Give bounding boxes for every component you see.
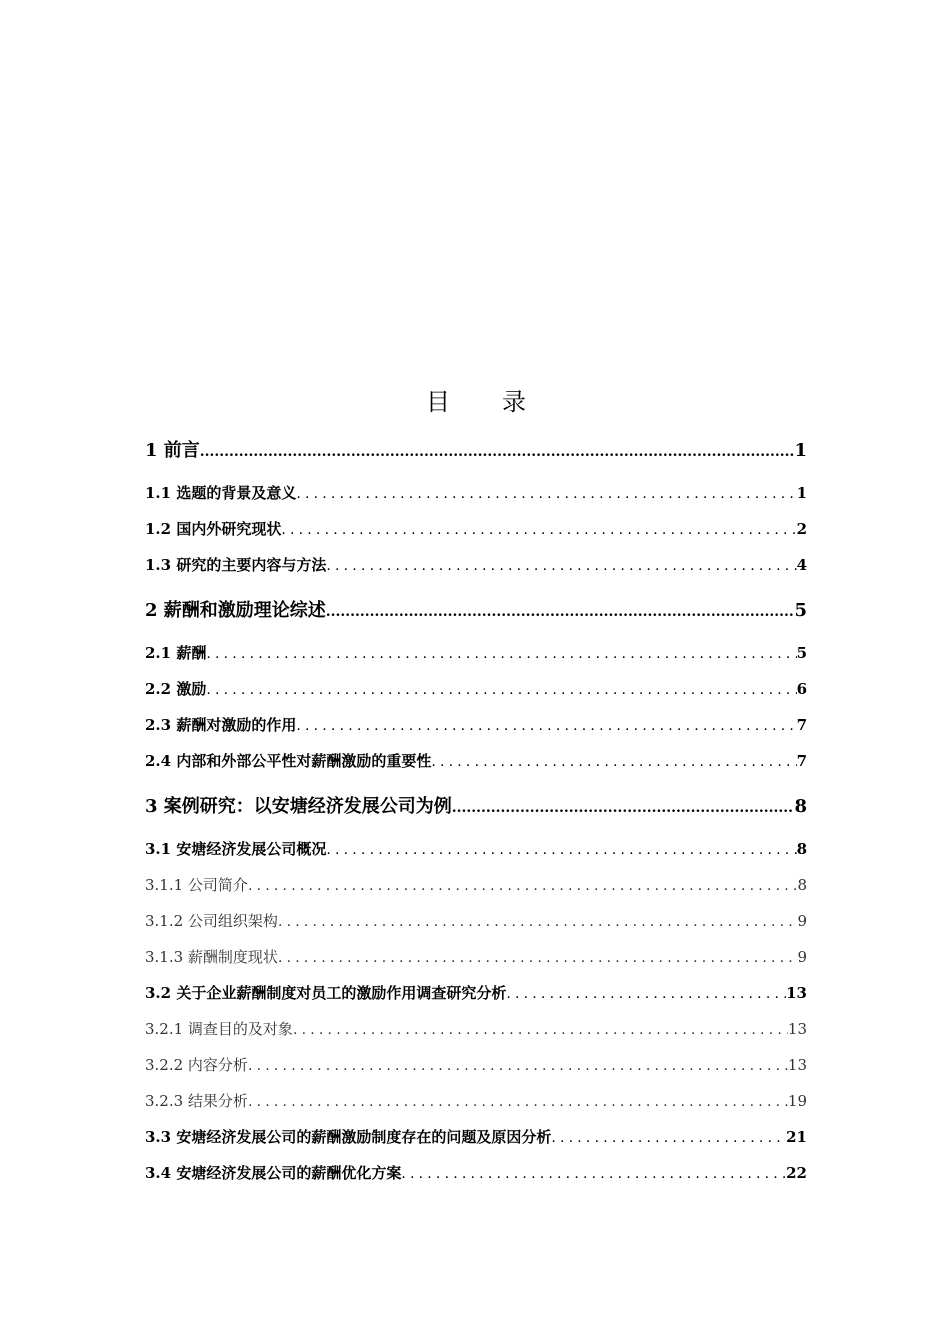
toc-entry[interactable] — [145, 635, 807, 671]
toc-entry-label: 3.1.2 公司组织架构 — [145, 912, 278, 930]
toc-entry-label: 3.2.2 内容分析 — [145, 1056, 248, 1074]
toc-entry-label: 1 前言 — [145, 440, 200, 461]
toc-entry[interactable] — [145, 743, 807, 779]
toc-entry[interactable] — [145, 939, 807, 975]
toc-entry-label: 1.1 选题的背景及意义 — [145, 484, 297, 502]
toc-entry-page: 9 — [797, 948, 807, 966]
toc-leader-dots — [248, 868, 798, 904]
toc-entry-label: 3.1.3 薪酬制度现状 — [145, 948, 278, 966]
toc-entry-page: 9 — [797, 912, 807, 930]
toc-leader-dots — [431, 744, 796, 780]
toc-leader-dots — [281, 512, 796, 548]
toc-leader-dots — [293, 1012, 788, 1048]
toc-entry[interactable] — [145, 1011, 807, 1047]
toc-entry-label: 3.4 安塘经济发展公司的薪酬优化方案 — [145, 1164, 402, 1182]
toc-leader-dots — [278, 904, 798, 940]
toc-entry-page: 1 — [794, 440, 807, 461]
toc-entry[interactable] — [145, 1119, 807, 1155]
toc-leader-dots — [248, 1084, 788, 1120]
toc-entry[interactable] — [145, 1047, 807, 1083]
toc-leader-dots — [401, 1156, 786, 1192]
toc-entry-page: 21 — [786, 1128, 807, 1146]
toc-entry-page: 19 — [787, 1092, 807, 1110]
toc-entry-label: 2.2 激励 — [145, 680, 207, 698]
toc-entry-page: 8 — [797, 876, 807, 894]
toc-entry[interactable] — [145, 511, 807, 547]
toc-entry-page: 13 — [787, 1056, 807, 1074]
toc-entry-page: 8 — [794, 796, 807, 817]
toc-entry-page: 7 — [796, 716, 807, 734]
toc-leader-dots — [326, 548, 796, 584]
toc-leader-dots — [206, 636, 796, 672]
toc-entry[interactable] — [145, 671, 807, 707]
toc-entry-label: 2 薪酬和激励理论综述 — [145, 600, 326, 621]
toc-entry-label: 3.1 安塘经济发展公司概况 — [145, 840, 327, 858]
toc-entry[interactable] — [145, 707, 807, 743]
toc-entry-page: 5 — [794, 600, 807, 621]
toc-leader-dots — [200, 434, 795, 470]
toc-entry[interactable] — [145, 1155, 807, 1191]
toc-entry-page: 2 — [796, 520, 807, 538]
toc-leader-dots — [248, 1048, 788, 1084]
table-of-contents — [145, 385, 807, 1191]
toc-entry-page: 5 — [796, 644, 807, 662]
toc-entry[interactable] — [145, 475, 807, 511]
toc-leader-dots — [326, 832, 796, 868]
toc-entry-page: 13 — [787, 1020, 807, 1038]
toc-entry-label: 3 案例研究：以安塘经济发展公司为例 — [145, 796, 452, 817]
toc-entry-page: 22 — [786, 1164, 807, 1182]
toc-entry-label: 3.2.3 结果分析 — [145, 1092, 248, 1110]
toc-entry-label: 3.1.1 公司简介 — [145, 876, 248, 894]
toc-leader-dots — [206, 672, 796, 708]
toc-entry-label: 3.2 关于企业薪酬制度对员工的激励作用调查研究分析 — [145, 984, 507, 1002]
toc-entry[interactable] — [145, 903, 807, 939]
toc-leader-dots — [551, 1120, 786, 1156]
toc-leader-dots — [278, 940, 798, 976]
toc-entry[interactable] — [145, 789, 807, 825]
toc-entry-page: 1 — [796, 484, 807, 502]
toc-entry-page: 6 — [796, 680, 807, 698]
toc-leader-dots — [296, 708, 796, 744]
toc-entry-page: 8 — [796, 840, 807, 858]
toc-entry[interactable] — [145, 593, 807, 629]
toc-entry-label: 1.2 国内外研究现状 — [145, 520, 282, 538]
toc-entry-label: 3.2.1 调查目的及对象 — [145, 1020, 293, 1038]
toc-entry-page: 13 — [786, 984, 807, 1002]
toc-leader-dots — [296, 476, 796, 512]
toc-title: 目录 — [426, 388, 578, 416]
toc-entry[interactable] — [145, 547, 807, 583]
toc-entry[interactable] — [145, 831, 807, 867]
toc-entry-label: 3.3 安塘经济发展公司的薪酬激励制度存在的问题及原因分析 — [145, 1128, 552, 1146]
toc-leader-dots — [506, 976, 786, 1012]
toc-entry-page: 4 — [796, 556, 807, 574]
toc-entry[interactable] — [145, 1083, 807, 1119]
toc-entry-label: 1.3 研究的主要内容与方法 — [145, 556, 327, 574]
toc-entry[interactable] — [145, 433, 807, 469]
toc-leader-dots — [326, 594, 795, 630]
toc-entry[interactable] — [145, 867, 807, 903]
toc-entry-label: 2.4 内部和外部公平性对薪酬激励的重要性 — [145, 752, 432, 770]
toc-leader-dots — [452, 790, 795, 826]
toc-entry-label: 2.1 薪酬 — [145, 644, 207, 662]
toc-entry-page: 7 — [796, 752, 807, 770]
toc-entry-label: 2.3 薪酬对激励的作用 — [145, 716, 297, 734]
toc-entry[interactable] — [145, 975, 807, 1011]
